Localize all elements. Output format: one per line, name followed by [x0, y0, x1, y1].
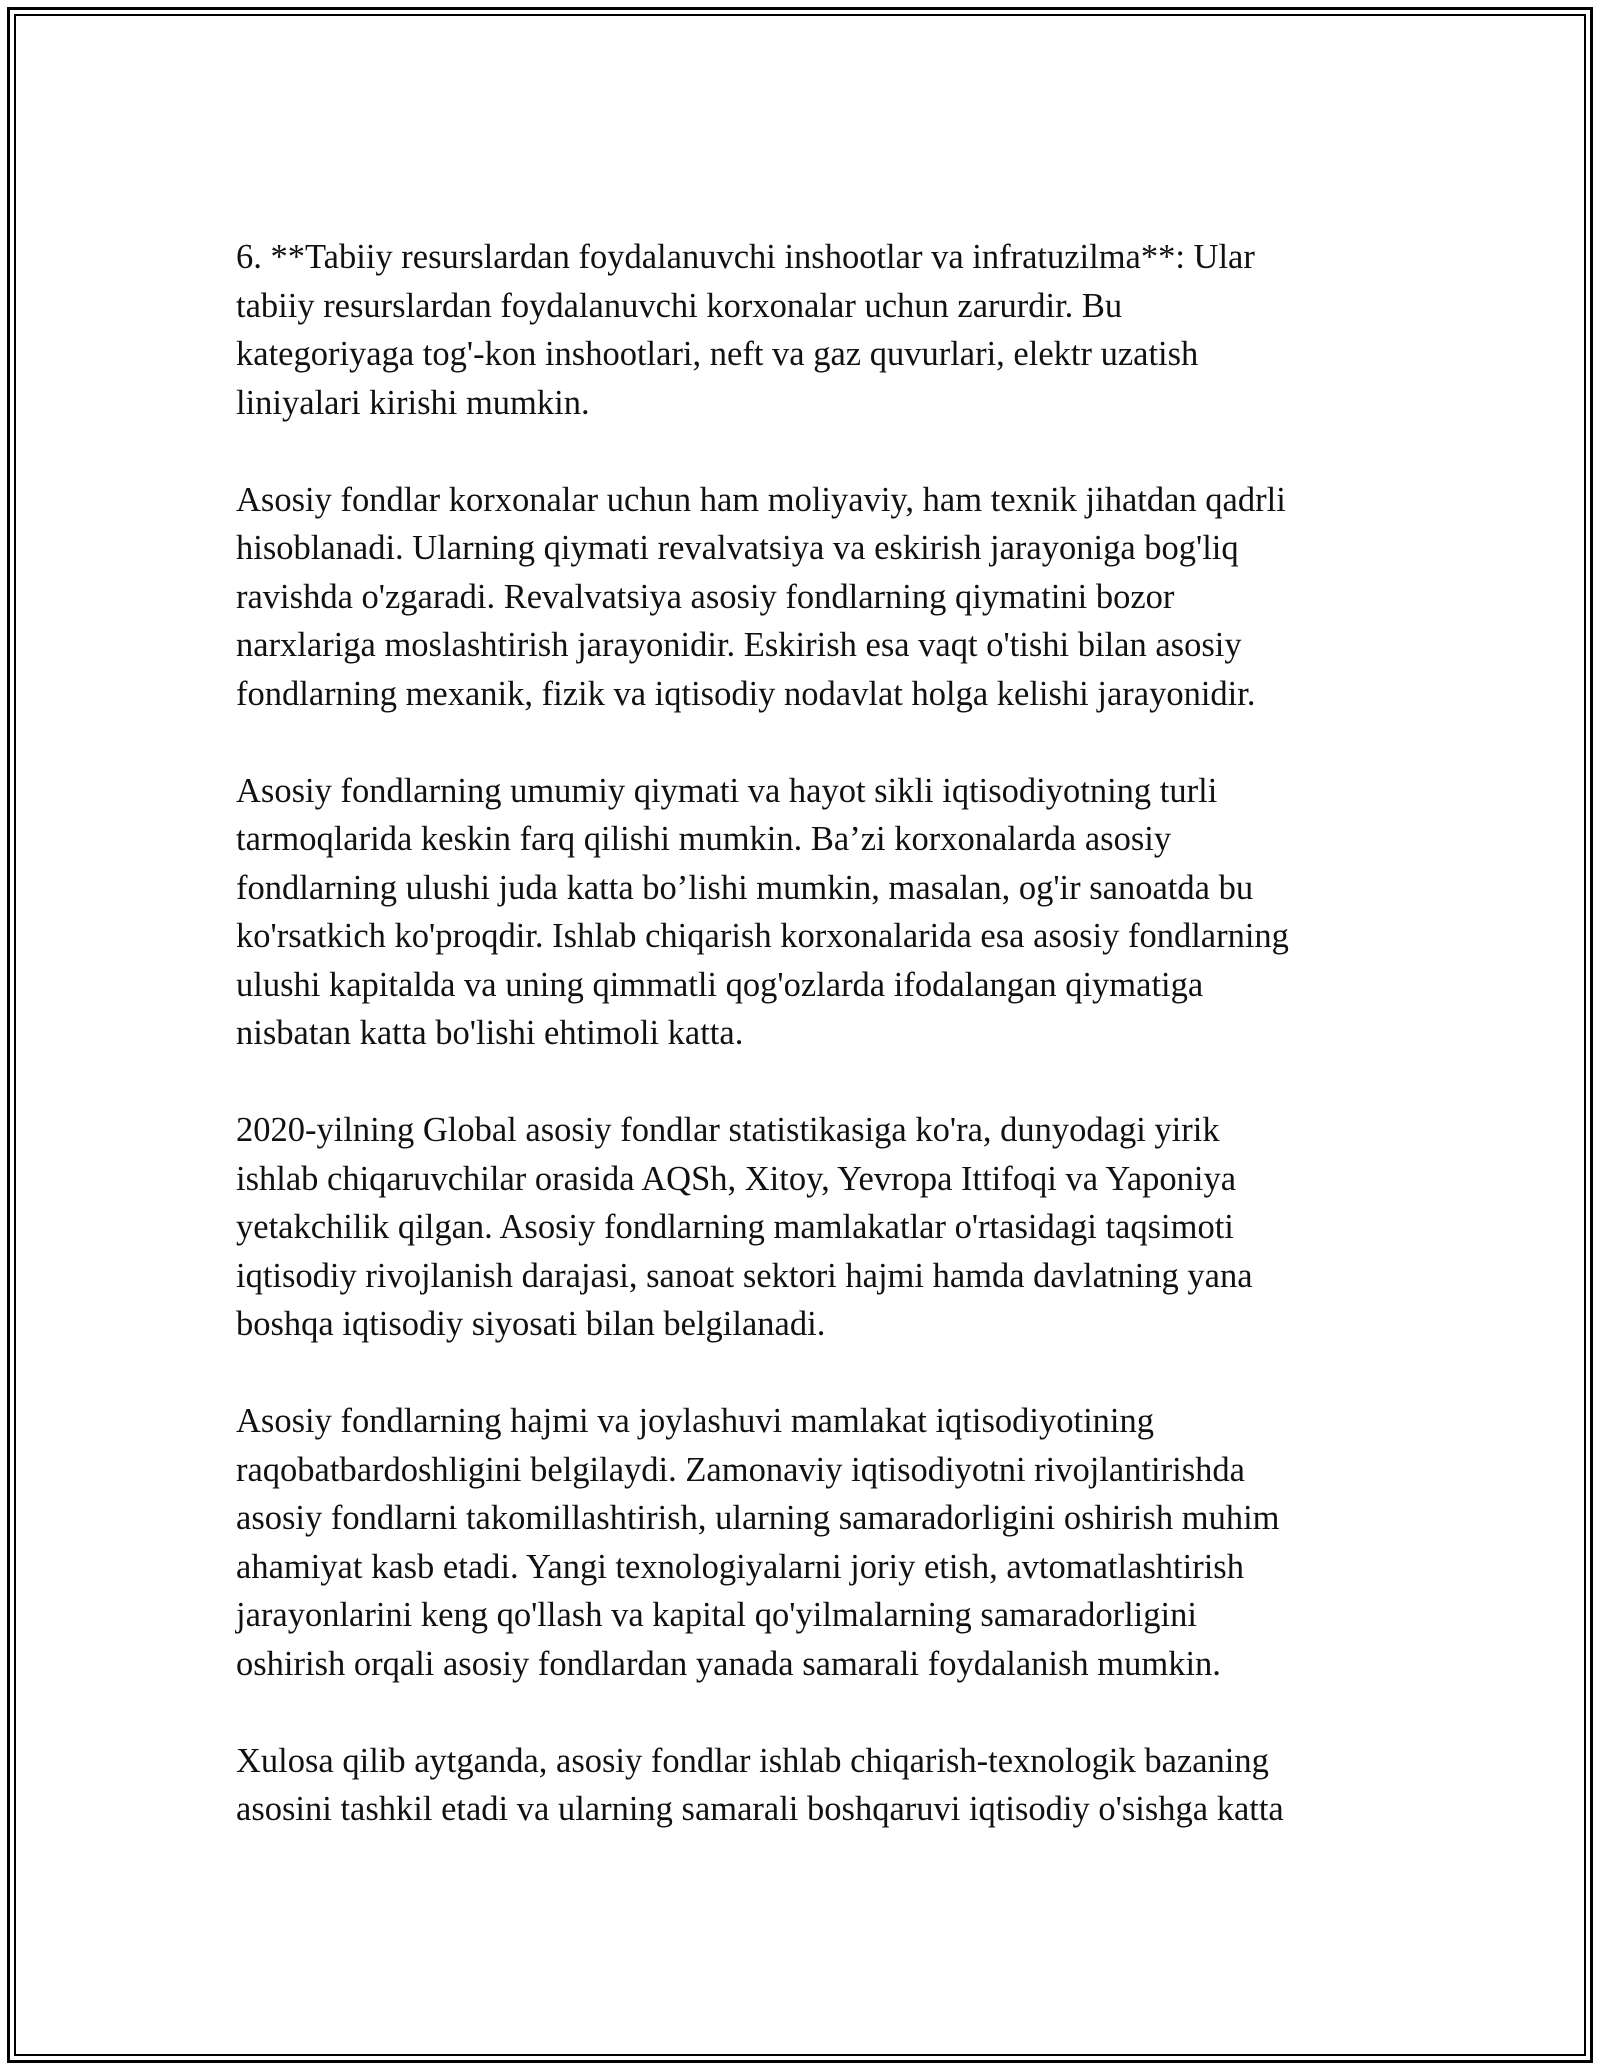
paragraph-competitiveness	[236, 1397, 1376, 1688]
text-line: fondlarning mexanik, fizik va iqtisodiy nodavlat holga kelishi jarayonidir.	[236, 674, 1256, 713]
text-line: kategoriyaga tog'-kon inshootlari, neft va gaz quvurlari, elektr uzatish	[236, 335, 1199, 373]
text-line: fondlarning ulushi juda katta bo’lishi mumkin, masalan, og'ir sanoatda bu	[236, 868, 1254, 907]
text-line: hisoblanadi. Ularning qiymati revalvatsiya va eskirish jarayoniga bog'liq	[236, 529, 1239, 567]
text-line: asosini tashkil etadi va ularning samarali boshqaruvi iqtisodiy o'sishga katta	[236, 1790, 1284, 1828]
text-line: boshqa iqtisodiy siyosati bilan belgilanadi.	[236, 1305, 826, 1343]
text-line: asosiy fondlarni takomillashtirish, ularning samaradorligini oshirish muhim	[236, 1499, 1280, 1537]
paragraph-global-statistics	[236, 1106, 1376, 1349]
text-line: oshirish orqali asosiy fondlardan yanada samarali foydalanish mumkin.	[236, 1644, 1221, 1683]
text-line: ahamiyat kasb etadi. Yangi texnologiyalarni joriy etish, avtomatlashtirish	[236, 1547, 1244, 1586]
text-line: ko'rsatkich ko'proqdir. Ishlab chiqarish korxonalarida esa asosiy fondlarning	[236, 917, 1289, 955]
text-line: jarayonlarini keng qo'llash va kapital qo'yilmalarning samaradorligini	[236, 1596, 1197, 1634]
text-line: nisbatan katta bo'lishi ehtimoli katta.	[236, 1014, 744, 1052]
paragraph-total-value	[236, 767, 1376, 1058]
text-line: 2020-yilning Global asosiy fondlar statistikasiga ko'ra, dunyodagi yirik	[236, 1111, 1220, 1149]
text-line: Asosiy fondlarning hajmi va joylashuvi mamlakat iqtisodiyotining	[236, 1402, 1154, 1440]
text-line: narxlariga moslashtirish jarayonidir. Eskirish esa vaqt o'tishi bilan asosiy	[236, 626, 1242, 664]
text-line: iqtisodiy rivojlanish darajasi, sanoat sektori hajmi hamda davlatning yana	[236, 1256, 1253, 1295]
text-line: 6. **Tabiiy resurslardan foydalanuvchi inshootlar va infratuzilma**: Ular	[236, 238, 1255, 276]
document-body	[236, 233, 1376, 1882]
text-line: tarmoqlarida keskin farq qilishi mumkin. Ba’zi korxonalarda asosiy	[236, 820, 1172, 858]
text-line: Asosiy fondlar korxonalar uchun ham moliyaviy, ham texnik jihatdan qadrli	[236, 480, 1286, 519]
text-line: tabiiy resurslardan foydalanuvchi korxonalar uchun zarurdir. Bu	[236, 286, 1123, 325]
text-line: ishlab chiqaruvchilar orasida AQSh, Xitoy, Yevropa Ittifoqi va Yaponiya	[236, 1159, 1237, 1198]
text-line: Asosiy fondlarning umumiy qiymati va hayot sikli iqtisodiyotning turli	[236, 771, 1218, 810]
text-line: liniyalari kirishi mumkin.	[236, 383, 590, 422]
text-line: Xulosa qilib aytganda, asosiy fondlar ishlab chiqarish-texnologik bazaning	[236, 1741, 1269, 1780]
text-line: ulushi kapitalda va uning qimmatli qog'ozlarda ifodalangan qiymatiga	[236, 965, 1204, 1004]
text-line: ravishda o'zgaradi. Revalvatsiya asosiy fondlarning qiymatini bozor	[236, 577, 1175, 616]
text-line: yetakchilik qilgan. Asosiy fondlarning mamlakatlar o'rtasidagi taqsimoti	[236, 1208, 1234, 1246]
paragraph-value-revaluation	[236, 476, 1376, 719]
paragraph-natural-resources	[236, 233, 1376, 427]
text-line: raqobatbardoshligini belgilaydi. Zamonaviy iqtisodiyotni rivojlantirishda	[236, 1450, 1245, 1489]
paragraph-conclusion	[236, 1737, 1376, 1834]
